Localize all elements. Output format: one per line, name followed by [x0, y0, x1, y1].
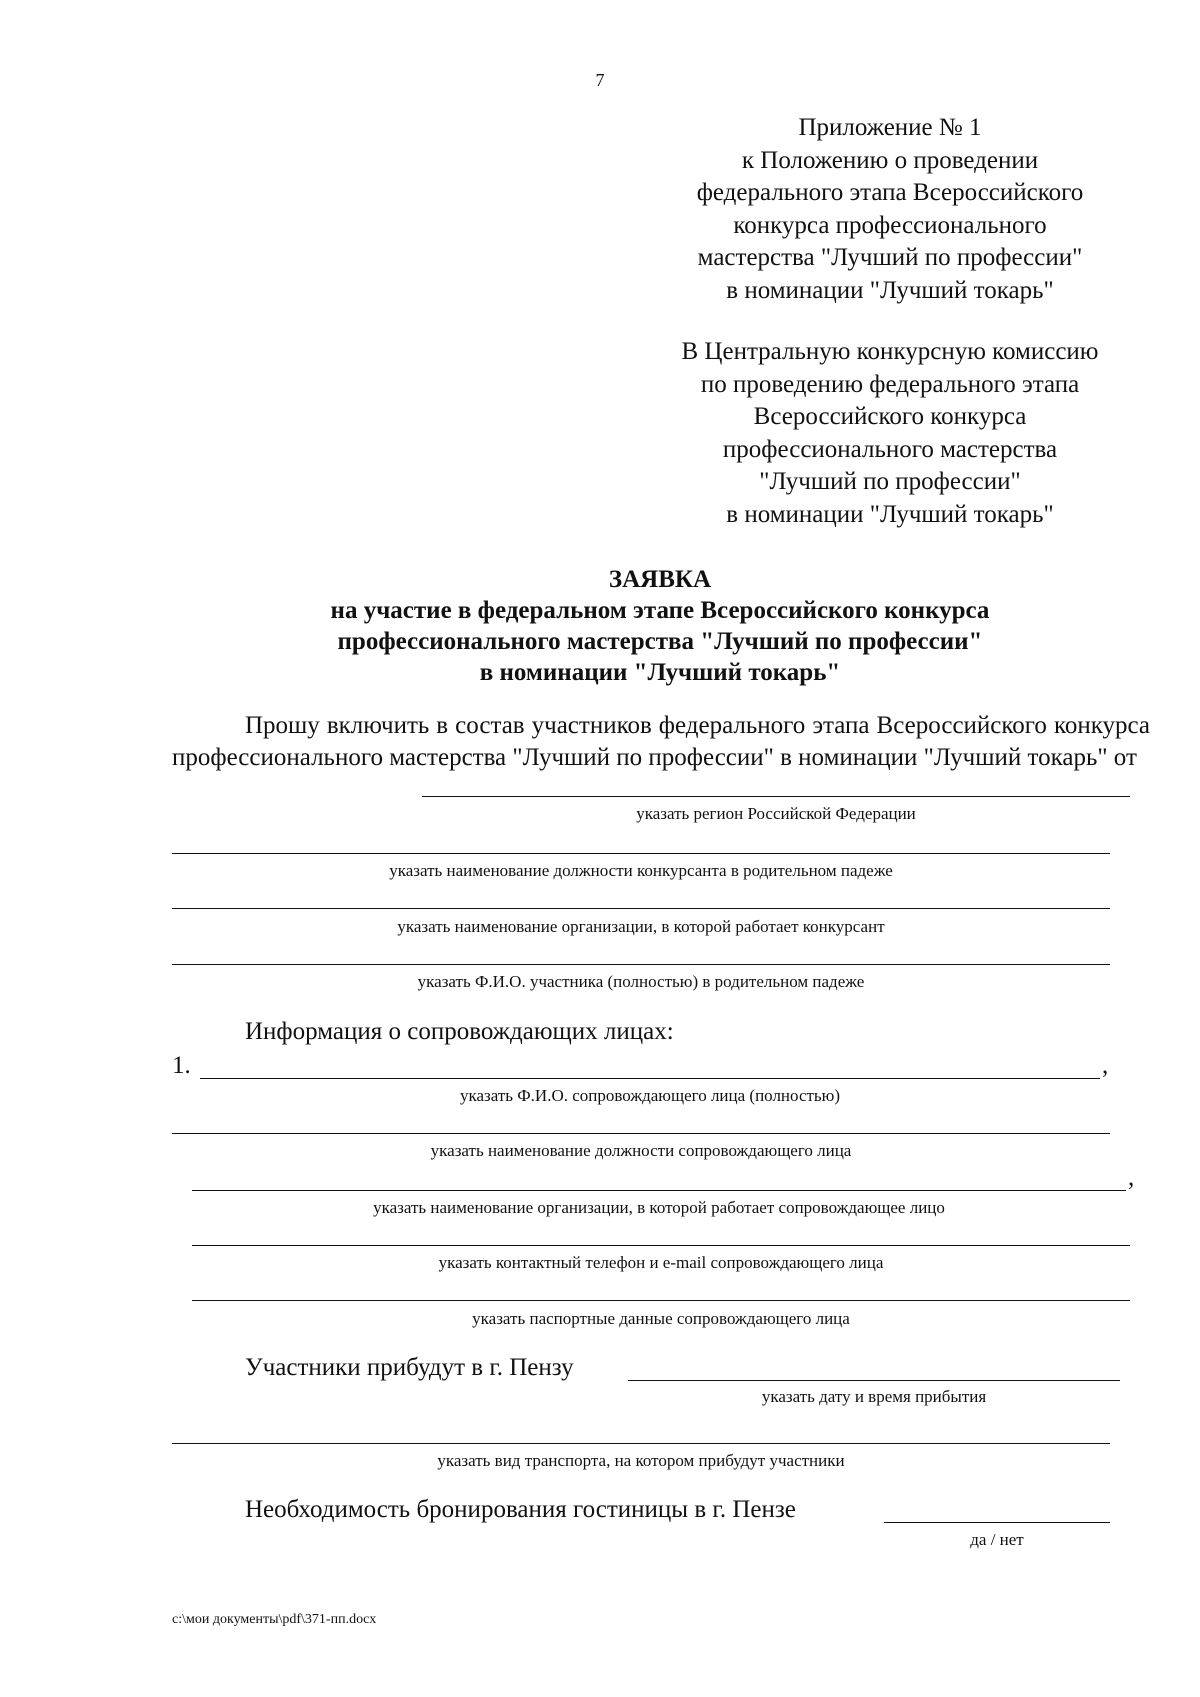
request-paragraph [172, 710, 1150, 774]
page-number: 7 [595, 70, 605, 90]
application-title [170, 564, 1150, 688]
region-hint: указать регион Российской Федерации [636, 804, 916, 823]
companion-position-field[interactable] [172, 1133, 1110, 1134]
addressee-line: "Лучший по профессии" [759, 468, 1021, 495]
position-hint: указать наименование должности конкурсанта в родительном падеже [389, 861, 893, 880]
addressee-line: В Центральную конкурсную комиссию [681, 338, 1099, 365]
companion-number: 1. [172, 1052, 191, 1079]
request-text: Прошу включить в состав участников федерального этапа Всероссийского конкурса профессионального мастерства "Лучший по профессии" в номинации "Лучший токарь" от [172, 712, 1150, 771]
transport-hint: указать вид транспорта, на котором прибудут участники [437, 1451, 845, 1470]
addressee-line: в номинации "Лучший токарь" [726, 500, 1054, 528]
hotel-booking-field[interactable] [884, 1522, 1110, 1523]
title-heading: ЗАЯВКА [608, 566, 712, 593]
comma: , [1128, 1164, 1135, 1191]
yes-no-hint: да / нет [970, 1530, 1024, 1549]
companion-org-hint: указать наименование организации, в которой работает сопровождающее лицо [373, 1198, 945, 1217]
arrival-datetime-field[interactable] [628, 1380, 1120, 1381]
participant-name-hint: указать Ф.И.О. участника (полностью) в родительном падеже [417, 972, 865, 991]
companion-position-hint: указать наименование должности сопровождающего лица [430, 1141, 852, 1160]
hotel-label: Необходимость бронирования гостиницы в г. Пензе [245, 1496, 796, 1523]
companion-contacts-hint: указать контактный телефон и e-mail сопровождающего лица [438, 1253, 884, 1272]
companion-contacts-field[interactable] [192, 1245, 1130, 1246]
appendix-line: к Положению о проведении [741, 146, 1039, 174]
appendix-header [630, 112, 1150, 307]
position-field[interactable] [172, 853, 1110, 854]
footer-file-path: c:\мои документы\pdf\371-пп.docx [172, 1612, 377, 1627]
companions-heading: Информация о сопровождающих лицах: [245, 1018, 674, 1045]
companion-passport-field[interactable] [192, 1300, 1130, 1301]
title-line: в номинации "Лучший токарь" [479, 659, 841, 686]
title-line: на участие в федеральном этапе Всероссийского конкурса [330, 597, 990, 624]
organization-field[interactable] [172, 908, 1110, 909]
title-line: профессионального мастерства "Лучший по профессии" [337, 628, 983, 655]
appendix-line: в номинации "Лучший токарь" [726, 276, 1054, 304]
comma: , [1102, 1052, 1109, 1079]
organization-hint: указать наименование организации, в которой работает конкурсант [397, 917, 885, 936]
appendix-line: мастерства "Лучший по профессии" [697, 244, 1083, 271]
region-field[interactable] [422, 796, 1130, 797]
companion-org-field[interactable] [192, 1190, 1126, 1191]
arrival-datetime-hint: указать дату и время прибытия [761, 1387, 987, 1406]
appendix-line: конкурса профессионального [733, 211, 1047, 239]
companion-name-hint: указать Ф.И.О. сопровождающего лица (полностью) [459, 1086, 841, 1105]
appendix-line: федерального этапа Всероссийского [696, 179, 1084, 206]
addressee-line: по проведению федерального этапа [700, 370, 1080, 398]
participant-name-field[interactable] [172, 964, 1110, 965]
arrival-label: Участники прибудут в г. Пензу [245, 1354, 574, 1381]
companion-passport-hint: указать паспортные данные сопровождающего лица [472, 1309, 850, 1328]
addressee-line: профессионального мастерства [722, 435, 1058, 463]
addressee-line: Всероссийского конкурса [753, 403, 1027, 430]
appendix-line: Приложение № 1 [798, 114, 982, 141]
companion-name-field[interactable] [200, 1078, 1100, 1079]
addressee-block [630, 336, 1150, 531]
transport-field[interactable] [172, 1443, 1110, 1444]
